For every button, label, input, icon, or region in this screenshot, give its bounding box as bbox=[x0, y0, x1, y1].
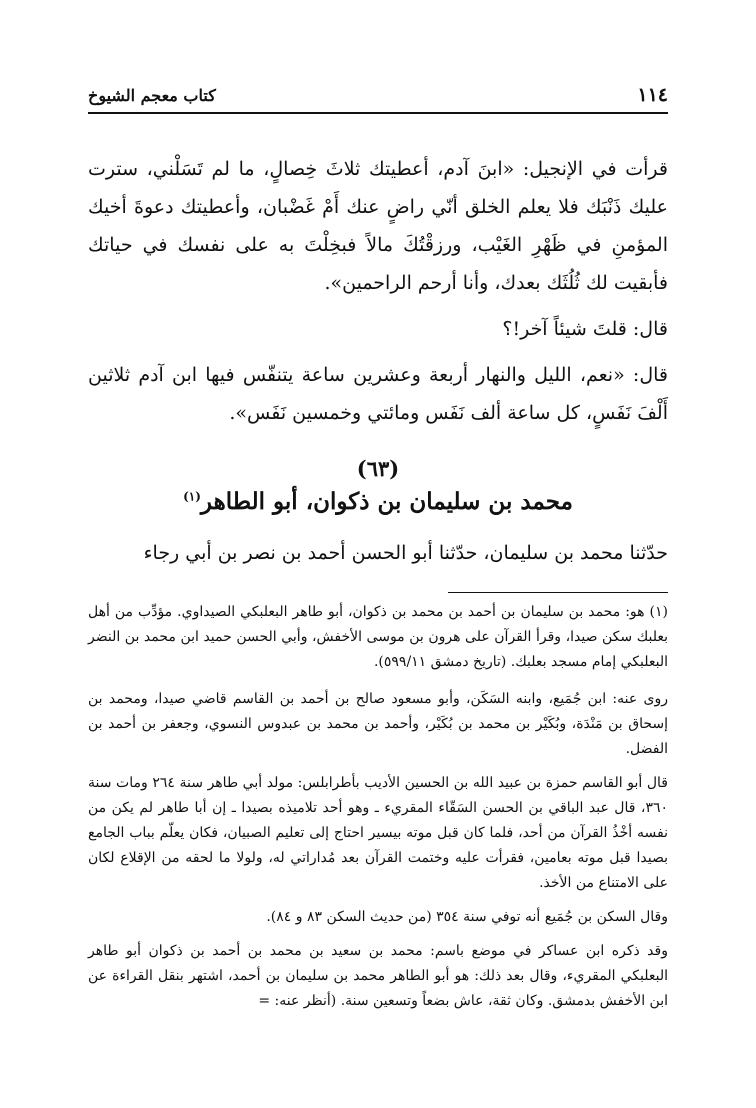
chain-of-narration: حدّثنا محمد بن سليمان، حدّثنا أبو الحسن أحمد بن نصر بن أبي رجاء bbox=[143, 542, 668, 564]
footnote-reference: (١) bbox=[183, 489, 201, 504]
footnotes bbox=[88, 600, 668, 1023]
page-header bbox=[88, 84, 668, 110]
entry-number: (٦٣) bbox=[356, 456, 400, 481]
footnote-paragraph: قال أبو القاسم حمزة بن عبيد الله بن الحسين الأديب بأطرابلس: مولد أبي طاهر سنة ٢٦٤ ومات سنة ٣٦٠، قال عبد الباقي بن الحسن السَقّاء المقريء ـ وهو أحد تلاميذه بصيدا ـ إن أبا طاهر لم يكن من نفسه أخْذُ القرآن من أحد، فلما كان قبل موته بيسير احتاج إلى تعليم الصبيان، فكان يعلّم بباب الجامع بصيدا قبل موته بعامين، فقرأت عليه وختمت القرآن بعد مُداراتي له، ولولا ما لحقه من الإقلاع لكان على الامتناع من الأخذ. bbox=[88, 775, 668, 891]
main-text bbox=[88, 150, 668, 432]
body-paragraph: قال: «نعم، الليل والنهار أربعة وعشرين ساعة يتنفّس فيها ابن آدم ثلاثين أَلْفَ نَفَسٍ، كل ساعة ألف نَفَس ومائتي وخمسين نَفَس». bbox=[88, 364, 668, 424]
page-number: ١١٤ bbox=[637, 84, 668, 106]
footnote-paragraph: وقد ذكره ابن عساكر في موضع باسم: محمد بن سعيد بن محمد بن أحمد بن ذكوان أبو طاهر البعلبكي المقريء، وقال بعد ذلك: هو أبو الطاهر محمد بن سليمان بن أحمد، اشتهر بنقل القراءة عن ابن الأخفش بدمشق. وكان ثقة، عاش بضعاً وتسعين سنة. (أنظر عنه: = bbox=[88, 943, 668, 1009]
body-paragraph: قرأت في الإنجيل: «ابنَ آدم، أعطيتك ثلاثَ خِصالٍ، ما لم تَسَلْني، سترت عليك ذَنْبَك فلا يعلم الخلق أنّي راضٍ عنك أَمْ غَضْبان، وأعطيتك دعوةَ أخيك المؤمنِ في ظَهْرِ الغَيْب، ورزقْتُكَ مالاً فبخِلْتَ به على نفسك في حياتك فأبقيت لك ثُلُثَك بعدك، وأنا أرحم الراحمين». bbox=[88, 158, 668, 294]
entry-title-text: محمد بن سليمان بن ذكوان، أبو الطاهر bbox=[200, 488, 573, 515]
entry-title bbox=[88, 488, 668, 515]
header-divider bbox=[88, 112, 668, 114]
body-paragraph: قال: قلتَ شيئاً آخر!؟ bbox=[502, 318, 668, 340]
running-title: كتاب معجم الشيوخ bbox=[88, 86, 216, 105]
footnote-paragraph: روى عنه: ابن جُمَيع، وابنه السَكَن، وأبو مسعود صالح بن أحمد بن القاسم قاضي صيدا، ومحمد بن إسحاق بن مَنْدَة، وبُكَيْر بن محمد بن بُكَيْر، وأحمد بن محمد بن عبدوس النسوي، وجعفر بن أحمد بن الفضل. bbox=[88, 691, 668, 757]
footnote-paragraph: وقال السكن بن جُمَيع أنه توفي سنة ٣٥٤ (من حديث السكن ٨٣ و ٨٤). bbox=[266, 909, 668, 925]
footnote-paragraph: (١) هو: محمد بن سليمان بن أحمد بن محمد بن ذكوان، أبو طاهر البعلبكي الصيداوي. مؤدِّب من أهل بعلبك سكن صيدا، وقرأ القرآن على هرون بن موسى الأخفش، وأبي الحسن حميد ابن محمد بن النضر البعلبكي إمام مسجد بعلبك. (تاريخ دمشق ٥٩٩/١١). bbox=[88, 604, 668, 670]
footnote-divider bbox=[448, 592, 668, 593]
